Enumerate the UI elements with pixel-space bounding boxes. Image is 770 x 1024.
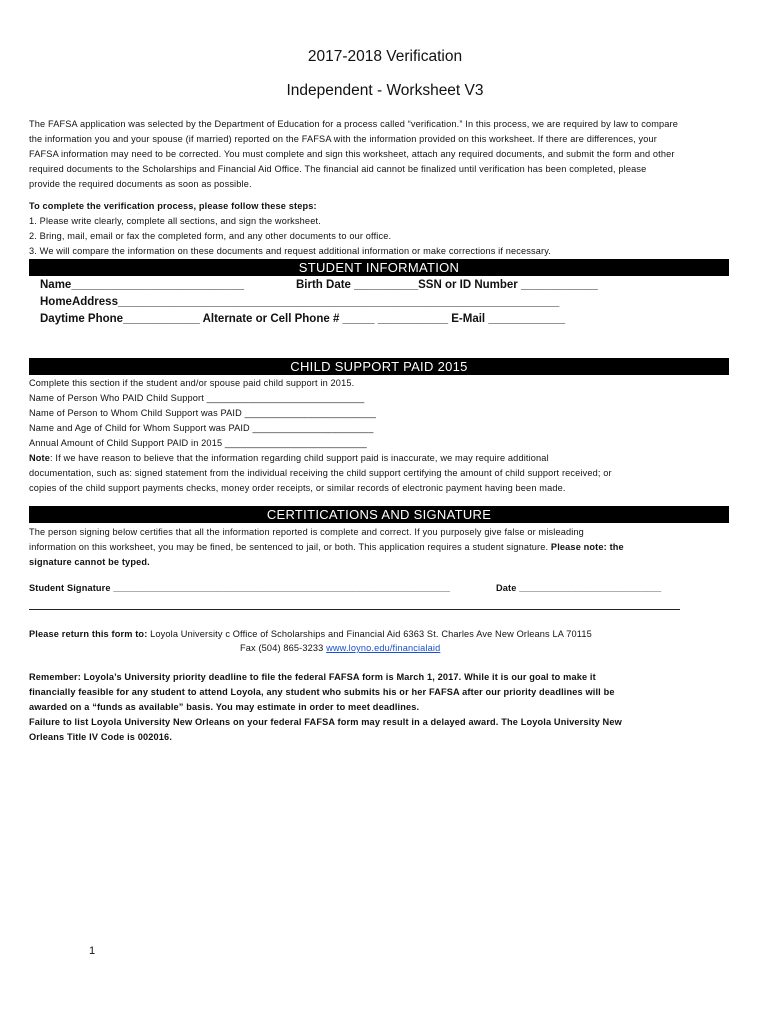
signature-date-field[interactable]: Date ___________________________: [496, 583, 662, 593]
remember-line: Failure to list Loyola University New Orleans on your federal FAFSA form may result in a delayed award. The Loyola University New: [29, 717, 622, 727]
certification-note: Please note: the: [548, 542, 624, 552]
certification-note: signature cannot be typed.: [29, 557, 150, 567]
birth-date-ssn-field[interactable]: Birth Date __________SSN or ID Number ____________: [296, 279, 598, 291]
intro-line: required documents to the Scholarships and Financial Aid Office. The financial aid cannot be finalized until verification has been completed, please: [29, 164, 647, 174]
document-subtitle: Independent - Worksheet V3: [286, 82, 484, 99]
page-number: 1: [89, 945, 96, 957]
step-item: 1. Please write clearly, complete all sections, and sign the worksheet.: [29, 216, 321, 226]
certifications-heading: CERTITICATIONS AND SIGNATURE: [29, 506, 729, 523]
recipient-name-field[interactable]: Name of Person to Whom Child Support was PAID _________________________: [29, 408, 377, 418]
note-label: Note: [29, 453, 51, 463]
financial-aid-link[interactable]: www.loyno.edu/financialaid: [326, 643, 441, 653]
child-support-instruction: Complete this section if the student and/or spouse paid child support in 2015.: [29, 378, 355, 388]
phone-email-field[interactable]: Daytime Phone____________ Alternate or Cell Phone # _____ ___________ E-Mail ____________: [40, 313, 566, 325]
certification-line: The person signing below certifies that all the information reported is complete and correct. If you purposely give false or misleading: [29, 527, 584, 537]
return-info-line: [29, 627, 749, 642]
child-support-section: [29, 376, 749, 496]
note-text: : If we have reason to believe that the information regarding child support paid is inaccurate, we may require additional: [50, 453, 549, 463]
annual-amount-field[interactable]: Annual Amount of Child Support PAID in 2015 ___________________________: [29, 438, 367, 448]
child-support-heading: CHILD SUPPORT PAID 2015: [29, 358, 729, 375]
section-divider: [29, 609, 680, 610]
return-label: Please return this form to:: [29, 629, 148, 639]
step-item: 2. Bring, mail, email or fax the completed form, and any other documents to our office.: [29, 231, 392, 241]
intro-line: The FAFSA application was selected by the Department of Education for a process called “verification.” In this process, we are required by law to compare: [29, 119, 679, 129]
child-name-age-field[interactable]: Name and Age of Child for Whom Support was PAID _______________________: [29, 423, 374, 433]
note-text: copies of the child support payments checks, money order receipts, or similar records of electronic payment having been made.: [29, 483, 566, 493]
step-item: 3. We will compare the information on these documents and request additional information or make corrections if necessary.: [29, 246, 551, 256]
certification-text: information on this worksheet, you may be fined, be sentenced to jail, or both. This application requires a student signature.: [29, 542, 549, 552]
remember-paragraph: [29, 670, 749, 745]
student-info-heading: STUDENT INFORMATION: [29, 259, 729, 276]
return-address: Loyola University c Office of Scholarships and Financial Aid 6363 St. Charles Ave New Orleans LA 70115: [147, 629, 592, 639]
remember-line: financially feasible for any student to attend Loyola, any student who submits his or her FAFSA after our priority deadlines will be: [29, 687, 615, 697]
intro-paragraph: [29, 117, 749, 192]
remember-line: Orleans Title IV Code is 002016.: [29, 732, 173, 742]
note-text: documentation, such as: signed statement from the individual receiving the child support certifying the amount of child support received; or: [29, 468, 612, 478]
student-signature-field[interactable]: Student Signature ________________________________________________________________: [29, 583, 450, 593]
steps-list: [29, 199, 749, 259]
intro-line: FAFSA information may need to be corrected. You must complete and sign this worksheet, attach any required documents, and submit the form and other: [29, 149, 675, 159]
fax-number: Fax (504) 865-3233: [240, 643, 327, 653]
note-line: [29, 451, 749, 466]
fax-line: [240, 641, 440, 656]
steps-heading: To complete the verification process, please follow these steps:: [29, 201, 317, 211]
remember-line: awarded on a “funds as available” basis. You may estimate in order to meet deadlines.: [29, 702, 420, 712]
intro-line: the information you and your spouse (if married) reported on the FAFSA with the information provided on this worksheet. If there are differences, your: [29, 134, 657, 144]
certification-line: [29, 540, 749, 555]
document-title: 2017-2018 Verification: [307, 48, 463, 65]
certifications-text: [29, 525, 749, 570]
intro-line: provide the required documents as soon as possible.: [29, 179, 252, 189]
remember-line: Remember: Loyola’s University priority deadline to file the federal FAFSA form is March 1, 2017. While it is our goal to make it: [29, 672, 596, 682]
home-address-field[interactable]: HomeAddress_____________________________________________________________________: [40, 296, 560, 308]
payer-name-field[interactable]: Name of Person Who PAID Child Support ______________________________: [29, 393, 365, 403]
name-field[interactable]: Name___________________________: [40, 279, 245, 291]
